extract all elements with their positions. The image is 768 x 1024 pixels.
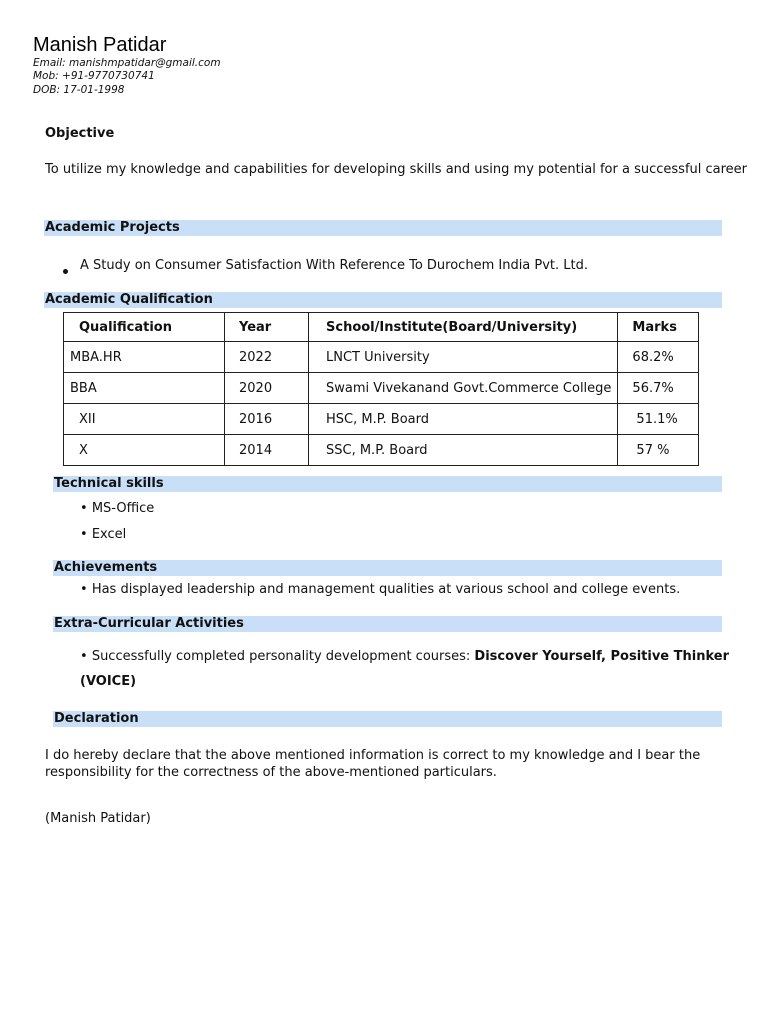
table-cell: XII [64,404,225,435]
table-cell: 2020 [225,373,309,404]
skill-item: MS-Office [91,501,155,516]
table-cell: 2014 [225,435,309,466]
list-item [80,649,729,664]
table-cell: X [64,435,225,466]
objective-text: To utilize my knowledge and capabilities for developing skills and using my potential for a successful career [45,162,748,177]
table-cell: MBA.HR [64,342,225,373]
achievements-heading-bar [53,560,722,576]
email-line: Email: manishmpatidar@gmail.com [33,57,221,69]
projects-heading: Academic Projects [45,220,180,235]
table-row [64,435,699,466]
table-cell: BBA [64,373,225,404]
achievement-item: Has displayed leadership and management qualities at various school and college events. [91,582,681,597]
mobile-line: Mob: +91-9770730741 [33,70,155,82]
skills-heading-bar [53,476,722,492]
list-item [80,527,126,542]
table-cell: SSC, M.P. Board [309,435,618,466]
project-item: A Study on Consumer Satisfaction With Reference To Durochem India Pvt. Ltd. [80,258,589,273]
qualification-table [63,312,699,466]
skills-heading: Technical skills [54,476,164,491]
qualification-heading: Academic Qualification [45,292,213,307]
extra-heading: Extra-Curricular Activities [54,616,244,631]
candidate-name: Manish Patidar [33,34,167,56]
declaration-heading: Declaration [54,711,139,726]
list-item [80,501,154,516]
objective-heading: Objective [45,126,115,141]
signature: (Manish Patidar) [45,811,151,826]
dob-line: DOB: 17-01-1998 [33,84,125,96]
projects-heading-bar [44,220,722,236]
table-cell: 2022 [225,342,309,373]
bullet-icon: • [80,501,92,516]
extra-heading-bar [53,616,722,632]
table-cell: 57 % [618,435,699,466]
table-cell: LNCT University [309,342,618,373]
extra-item-courses: Discover Yourself, Positive Thinker [474,649,730,664]
bullet-icon: • [80,582,92,597]
table-cell: 2016 [225,404,309,435]
qualification-heading-bar [44,292,722,308]
table-cell: 51.1% [618,404,699,435]
table-cell: 56.7% [618,373,699,404]
achievements-heading: Achievements [54,560,158,575]
column-header: School/Institute(Board/University) [309,313,618,342]
table-row [64,404,699,435]
list-item [80,582,680,597]
declaration-line-2: responsibility for the correctness of the above-mentioned particulars. [45,765,497,780]
table-cell: Swami Vivekanand Govt.Commerce College [309,373,618,404]
declaration-line-1: I do hereby declare that the above mentioned information is correct to my knowledge and I bear the [45,748,701,763]
extra-item-voice: (VOICE) [80,674,137,689]
bullet-dot-icon [63,263,68,278]
table-header-row [64,313,699,342]
table-cell: 68.2% [618,342,699,373]
column-header: Qualification [64,313,225,342]
table-row [64,342,699,373]
table-row [64,373,699,404]
bullet-icon: • [80,527,92,542]
column-header: Marks [618,313,699,342]
bullet-icon: • [80,649,92,664]
skill-item: Excel [91,527,127,542]
column-header: Year [225,313,309,342]
table-cell: HSC, M.P. Board [309,404,618,435]
declaration-heading-bar [53,711,722,727]
extra-item-text: Successfully completed personality development courses: [91,649,475,664]
